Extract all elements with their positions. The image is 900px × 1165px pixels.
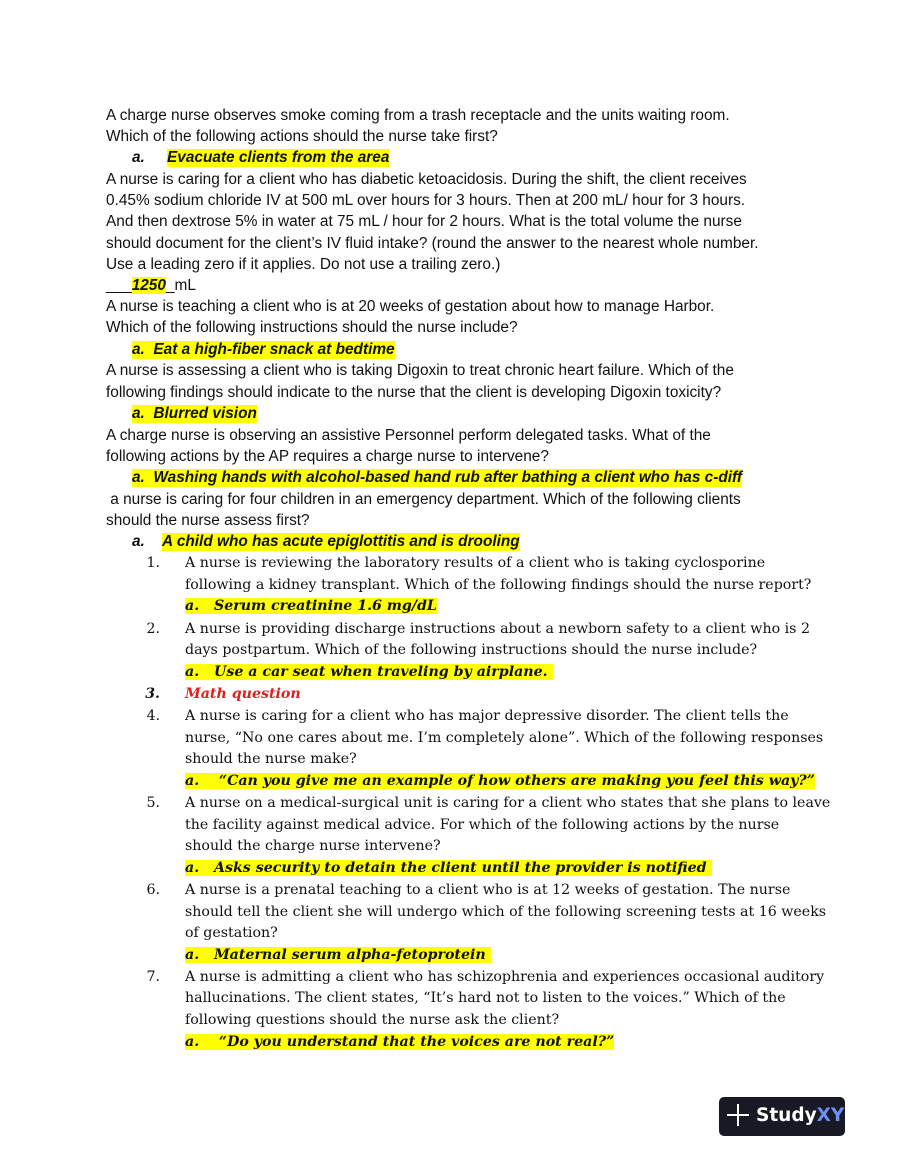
answer-highlight: 1250 bbox=[131, 277, 166, 294]
fill-in-answer-line bbox=[106, 277, 196, 295]
question-text: should the nurse assess first? bbox=[106, 512, 310, 529]
answer-marker: a. bbox=[132, 405, 145, 422]
question-text: A nurse is admitting a client who has schizophrenia and experiences occasional auditory bbox=[185, 969, 825, 985]
question-text: of gestation? bbox=[185, 925, 278, 941]
brand-accent: XY bbox=[816, 1105, 845, 1126]
answer-marker: a. bbox=[132, 469, 145, 486]
answer-marker: a. bbox=[132, 149, 145, 166]
answer-highlight bbox=[185, 947, 491, 963]
item-number: 1. bbox=[146, 555, 160, 571]
plus-icon bbox=[727, 1104, 749, 1126]
answer-blank: ___ bbox=[106, 277, 132, 294]
answer-highlight bbox=[185, 1034, 614, 1050]
studyxy-logo-badge[interactable] bbox=[719, 1097, 845, 1136]
answer-highlight bbox=[185, 664, 553, 680]
question-text: 0.45% sodium chloride IV at 500 mL over hours for 3 hours. Then at 200 mL/ hour for 3 hours. bbox=[106, 192, 746, 209]
answer-marker: a. bbox=[185, 947, 200, 963]
question-text: a nurse is caring for four children in an emergency department. Which of the following clients bbox=[106, 491, 741, 508]
question-text: should document for the client’s IV fluid intake? (round the answer to the nearest whole number. bbox=[106, 235, 759, 252]
answer-highlight bbox=[132, 341, 395, 359]
answer-highlight: A child who has acute epiglottitis and is drooling bbox=[162, 533, 520, 550]
answer-highlight: Evacuate clients from the area bbox=[167, 149, 390, 166]
question-text: A nurse is reviewing the laboratory results of a client who is taking cyclosporine bbox=[185, 555, 766, 571]
question-text: following a kidney transplant. Which of the following findings should the nurse report? bbox=[185, 577, 812, 593]
question-text: should the charge nurse intervene? bbox=[185, 838, 441, 854]
answer-highlight bbox=[132, 405, 257, 423]
question-text: Which of the following actions should the nurse take first? bbox=[106, 128, 498, 145]
question-text: nurse, “No one cares about me. I’m completely alone”. Which of the following responses bbox=[185, 730, 824, 746]
answer-marker: a. bbox=[132, 533, 145, 550]
question-text: And then dextrose 5% in water at 75 mL / hour for 2 hours. What is the total volume the nurse bbox=[106, 213, 742, 230]
answer-text: “Do you understand that the voices are not real?” bbox=[218, 1034, 615, 1050]
item-number: 3. bbox=[145, 686, 160, 702]
answer-text: Eat a high-fiber snack at bedtime bbox=[153, 341, 395, 358]
item-number: 2. bbox=[146, 621, 160, 637]
answer-unit: _mL bbox=[165, 277, 196, 294]
question-text: hallucinations. The client states, “It’s hard not to listen to the voices.” Which of the bbox=[185, 990, 786, 1006]
answer-highlight bbox=[185, 773, 815, 789]
item-number: 6. bbox=[146, 882, 160, 898]
question-text: should the nurse make? bbox=[185, 751, 357, 767]
question-text: days postpartum. Which of the following instructions should the nurse include? bbox=[185, 642, 758, 658]
question-text: Use a leading zero if it applies. Do not use a trailing zero.) bbox=[106, 256, 501, 273]
answer-text: Washing hands with alcohol-based hand rub after bathing a client who has c-diff bbox=[153, 469, 743, 486]
answer-marker: a. bbox=[185, 598, 200, 614]
question-text: following findings should indicate to the nurse that the client is developing Digoxin toxicity? bbox=[106, 384, 722, 401]
item-number: 7. bbox=[146, 969, 160, 985]
answer-marker: a. bbox=[185, 860, 200, 876]
question-text: should tell the client she will undergo which of the following screening tests at 16 weeks bbox=[185, 904, 827, 920]
answer-text: Asks security to detain the client until the provider is notified bbox=[213, 860, 707, 876]
answer-text: Serum creatinine 1.6 mg/dL bbox=[213, 598, 437, 614]
section-heading: Math question bbox=[185, 686, 301, 702]
question-text: A nurse is caring for a client who has major depressive disorder. The client tells the bbox=[185, 708, 789, 724]
item-number: 4. bbox=[146, 708, 160, 724]
question-text: A nurse is caring for a client who has diabetic ketoacidosis. During the shift, the client receives bbox=[106, 171, 747, 188]
question-text: A charge nurse observes smoke coming from a trash receptacle and the units waiting room. bbox=[106, 107, 730, 124]
answer-text: “Can you give me an example of how others are making you feel this way?” bbox=[218, 773, 815, 789]
question-text: A nurse is assessing a client who is taking Digoxin to treat chronic heart failure. Which of the bbox=[106, 362, 734, 379]
question-text: A nurse is providing discharge instructions about a newborn safety to a client who is 2 bbox=[185, 621, 810, 637]
answer-text: Maternal serum alpha-fetoprotein bbox=[213, 947, 486, 963]
answer-marker: a. bbox=[185, 664, 200, 680]
item-number: 5. bbox=[146, 795, 160, 811]
brand-name bbox=[756, 1105, 844, 1126]
question-text: following actions by the AP requires a charge nurse to intervene? bbox=[106, 448, 549, 465]
answer-text: Blurred vision bbox=[153, 405, 257, 422]
question-text: the facility against medical advice. For which of the following actions by the nurse bbox=[185, 817, 780, 833]
question-text: A nurse on a medical-surgical unit is caring for a client who states that she plans to leave bbox=[185, 795, 831, 811]
answer-marker: a. bbox=[185, 1034, 200, 1050]
question-text: A nurse is teaching a client who is at 20 weeks of gestation about how to manage Harbor. bbox=[106, 298, 715, 315]
question-text: A charge nurse is observing an assistive Personnel perform delegated tasks. What of the bbox=[106, 427, 711, 444]
question-text: following questions should the nurse ask the client? bbox=[185, 1012, 560, 1028]
answer-marker: a. bbox=[132, 341, 145, 358]
answer-highlight bbox=[185, 860, 712, 876]
answer-highlight bbox=[132, 469, 742, 487]
answer-text: Use a car seat when traveling by airplane. bbox=[213, 664, 548, 680]
question-text: A nurse is a prenatal teaching to a client who is at 12 weeks of gestation. The nurse bbox=[185, 882, 791, 898]
answer-highlight bbox=[185, 598, 437, 614]
answer-marker: a. bbox=[185, 773, 200, 789]
question-text: Which of the following instructions should the nurse include? bbox=[106, 319, 518, 336]
brand-main: Study bbox=[756, 1105, 817, 1126]
